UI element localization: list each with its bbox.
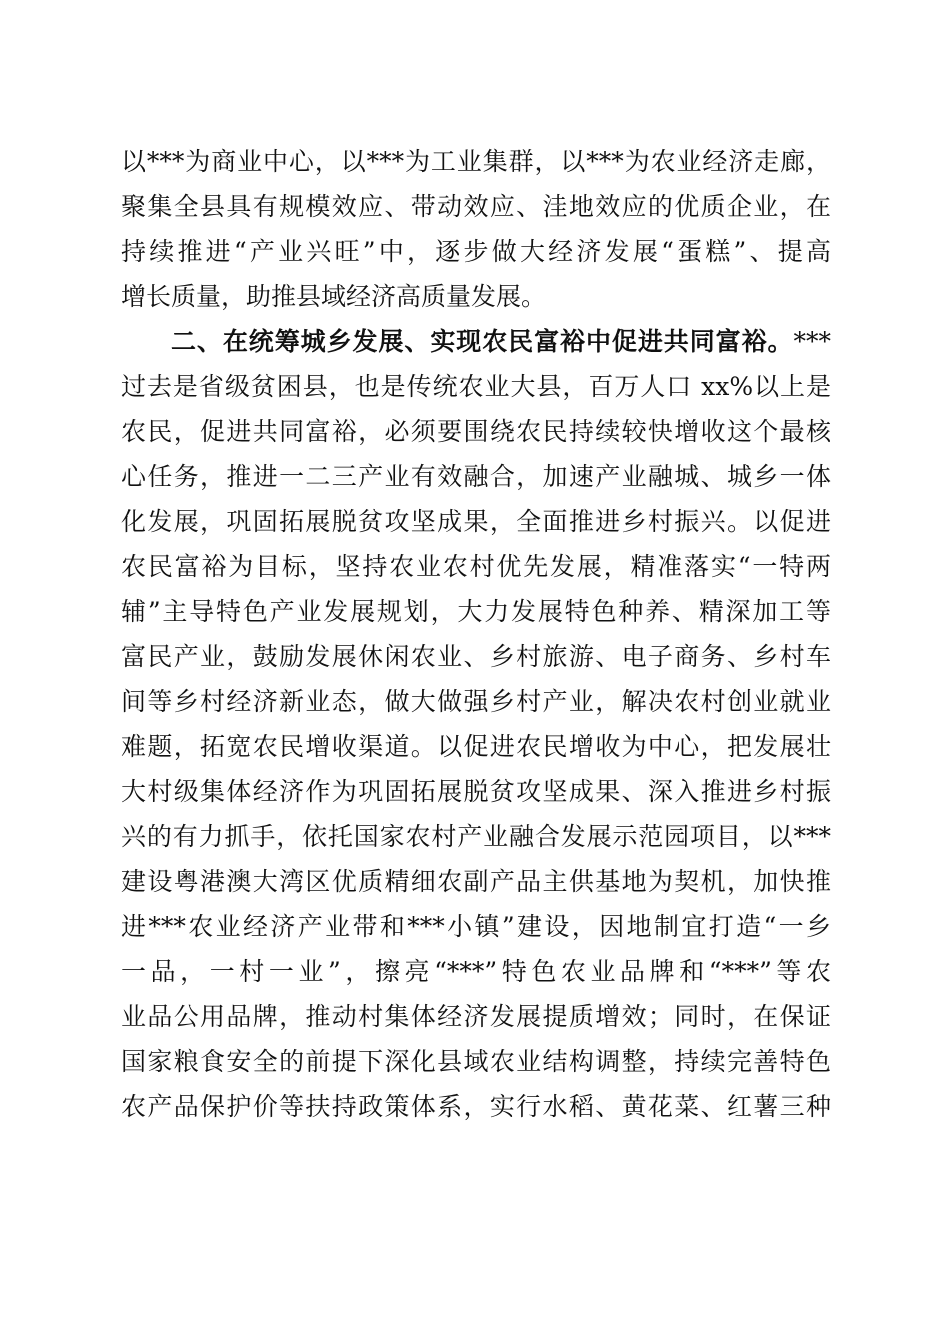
- text-line: 聚集全县具有规模效应、带动效应、洼地效应的优质企业，在: [121, 192, 831, 221]
- text-line: 一品，一村一业”，擦亮“***”特色农业品牌和“***”等农: [121, 957, 831, 986]
- document-body: [121, 139, 831, 1129]
- text-line: 增长质量，助推县域经济高质量发展。: [121, 282, 547, 311]
- text-line: 农民，促进共同富裕，必须要围绕农民持续较快增收这个最核: [121, 417, 831, 446]
- text-line: 难题，拓宽农民增收渠道。以促进农民增收为中心，把发展壮: [121, 732, 831, 761]
- text-line: 以***为商业中心，以***为工业集群，以***为农业经济走廊，: [121, 147, 831, 176]
- text-line: 辅”主导特色产业发展规划，大力发展特色种养、精深加工等: [121, 597, 831, 626]
- text-line: 过去是省级贫困县，也是传统农业大县，百万人口 xx%以上是: [121, 372, 831, 401]
- text-line: 持续推进“产业兴旺”中，逐步做大经济发展“蛋糕”、提高: [121, 237, 831, 266]
- section-heading-line: [121, 319, 831, 364]
- text-line: 农民富裕为目标，坚持农业农村优先发展，精准落实“一特两: [121, 552, 831, 581]
- text-line: 农产品保护价等扶持政策体系，实行水稻、黄花菜、红薯三种: [121, 1092, 831, 1121]
- text-line: 化发展，巩固拓展脱贫攻坚成果，全面推进乡村振兴。以促进: [121, 507, 831, 536]
- text-line: 国家粮食安全的前提下深化县域农业结构调整，持续完善特色: [121, 1047, 831, 1076]
- text-line: 兴的有力抓手，依托国家农村产业融合发展示范园项目，以***: [121, 822, 831, 851]
- text-line: 建设粤港澳大湾区优质精细农副产品主供基地为契机，加快推: [121, 867, 831, 896]
- text-line: 进***农业经济产业带和***小镇”建设，因地制宜打造“一乡: [121, 912, 831, 941]
- text-line: 心任务，推进一二三产业有效融合，加速产业融城、城乡一体: [121, 462, 831, 491]
- text-line: 业品公用品牌，推动村集体经济发展提质增效；同时，在保证: [121, 1002, 831, 1031]
- text-line: 间等乡村经济新业态，做大做强乡村产业，解决农村创业就业: [121, 687, 831, 716]
- heading-tail: ***: [793, 327, 831, 356]
- section-heading: 二、在统筹城乡发展、实现农民富裕中促进共同富裕。: [171, 327, 794, 356]
- text-line: 富民产业，鼓励发展休闲农业、乡村旅游、电子商务、乡村车: [121, 642, 831, 671]
- text-line: 大村级集体经济作为巩固拓展脱贫攻坚成果、深入推进乡村振: [121, 777, 831, 806]
